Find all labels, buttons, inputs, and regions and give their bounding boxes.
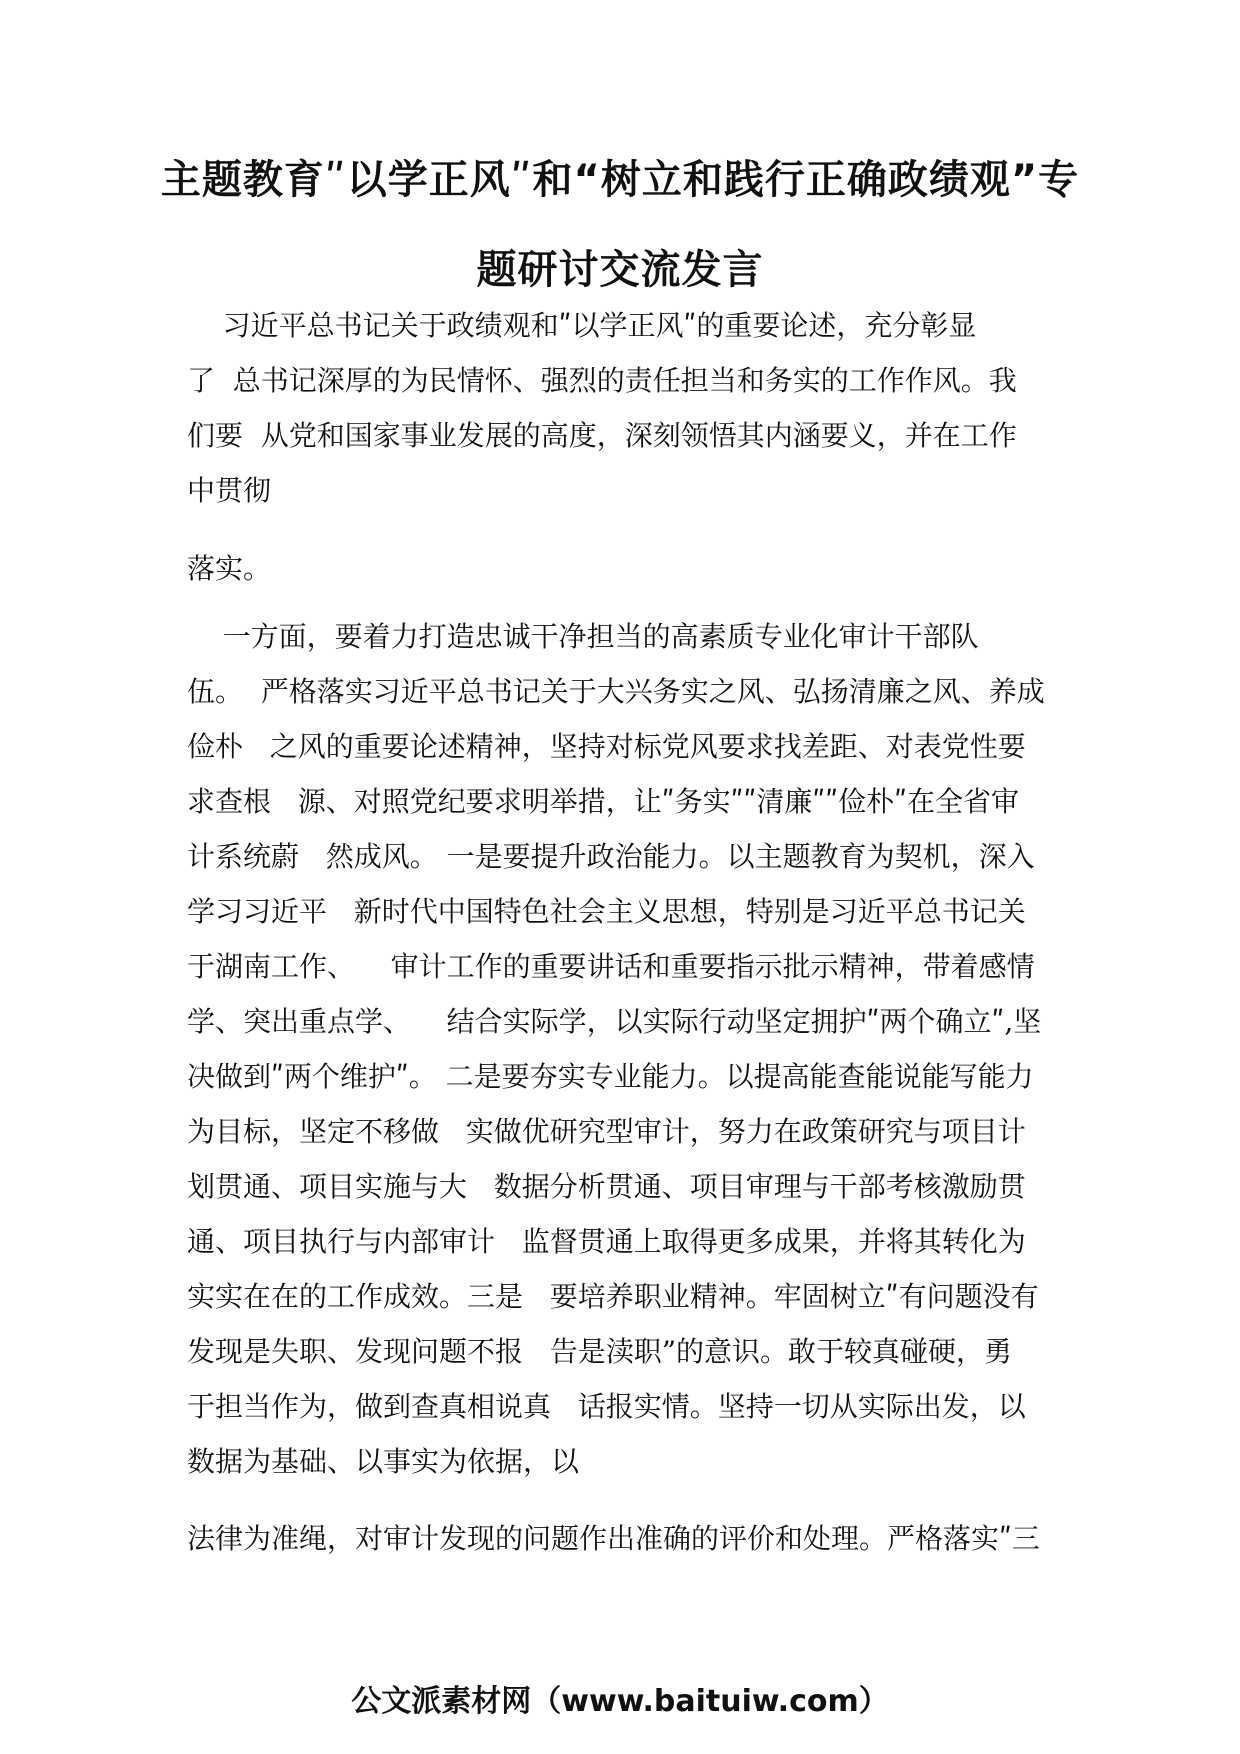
document-title-line-1: 主题教育ʺ以学正风ʺ和“树立和践行正确政绩观”专 — [160, 157, 1080, 203]
body-line: 习近平总书记关于政绩观和ʺ以学正风ʺ的重要论述，充分彰显 — [187, 309, 977, 342]
body-line: 了 总书记深厚的为民情怀、强烈的责任担当和务实的工作作风。我 — [187, 364, 1017, 397]
body-line: 落实。 — [187, 552, 272, 585]
body-line: 于担当作为，做到查真相说真 话报实情。坚持一切从实际出发，以 — [187, 1390, 1026, 1423]
body-line: 求查根 源、对照党纪要求明举措，让ʺ务实ʺʺ清廉ʺʺ俭朴ʺ在全省审 — [187, 785, 1019, 818]
body-line: 计系统蔚 然成风。 一是要提升政治能力。以主题教育为契机，深入 — [187, 840, 1035, 873]
body-line: 学习习近平 新时代中国特色社会主义思想，特别是习近平总书记关 — [187, 895, 1026, 928]
body-line: 中贯彻 — [187, 474, 272, 507]
footer-watermark: 公文派素材网（www.baituiw.com） — [351, 1684, 889, 1719]
body-line: 们要 从党和国家事业发展的高度，深刻领悟其内涵要义，并在工作 — [187, 419, 1017, 452]
body-line: 划贯通、项目实施与大 数据分析贯通、项目审理与干部考核激励贯 — [187, 1170, 1026, 1203]
body-line: 通、项目执行与内部审计 监督贯通上取得更多成果，并将其转化为 — [187, 1225, 1026, 1258]
body-line: 于湖南工作、 审计工作的重要讲话和重要指示批示精神，带着感情 — [187, 950, 1035, 983]
body-line: 俭朴 之风的重要论述精神，坚持对标党风要求找差距、对表党性要 — [187, 730, 1026, 763]
body-line: 数据为基础、以事实为依据，以 — [187, 1445, 580, 1478]
document-title-line-2: 题研讨交流发言 — [476, 247, 764, 293]
body-line: 决做到ʺ两个维护ʺ。 二是要夯实专业能力。以提高能查能说能写能力 — [187, 1060, 1034, 1093]
body-line: 伍。 严格落实习近平总书记关于大兴务实之风、弘扬清廉之风、养成 — [187, 675, 1045, 708]
body-line: 一方面，要着力打造忠诚干净担当的高素质专业化审计干部队 — [187, 620, 979, 653]
body-line: 法律为准绳，对审计发现的问题作出准确的评价和处理。严格落实ʺ三 — [187, 1522, 1040, 1555]
body-line: 为目标，坚定不移做 实做优研究型审计，努力在政策研究与项目计 — [187, 1115, 1026, 1148]
body-line: 实实在在的工作成效。三是 要培养职业精神。牢固树立ʺ有问题没有 — [187, 1280, 1039, 1313]
body-line: 发现是失职、发现问题不报 告是渎职”的意识。敢于较真碰硬，勇 — [187, 1335, 1013, 1368]
body-line: 学、突出重点学、 结合实际学，以实际行动坚定拥护ʺ两个确立ʺ,坚 — [187, 1005, 1042, 1038]
